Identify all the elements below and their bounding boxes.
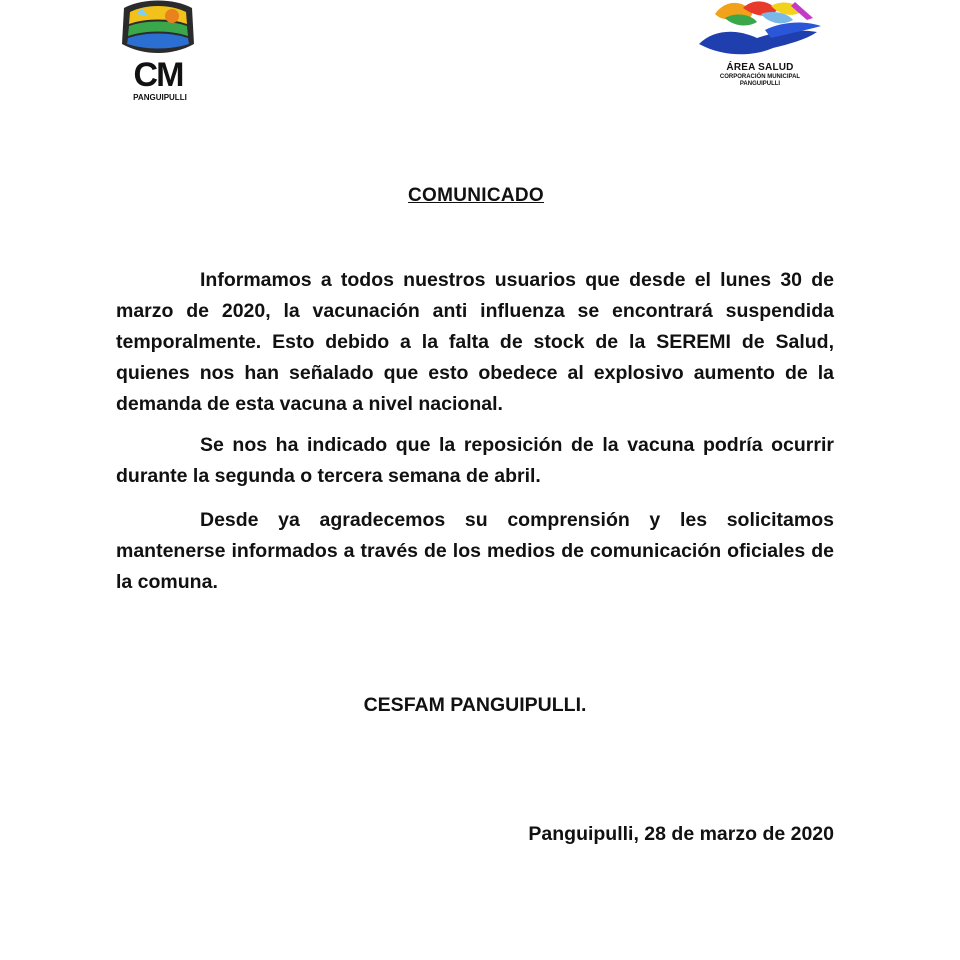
logo-subtitle-line-2: PANGUIPULLI (739, 81, 781, 87)
document-title: COMUNICADO (408, 185, 544, 206)
cm-panguipulli-logo (112, 0, 204, 104)
signature: CESFAM PANGUIPULLI. (363, 694, 587, 716)
logo-subtitle (695, 74, 825, 88)
hands-icon (695, 0, 825, 62)
paragraph-1: Informamos a todos nuestros usuarios que desde el lunes 30 de marzo de 2020, la vacunación anti influenza se encontrará suspendida temporalmente. Esto debido a la falta de stock de la SEREMI de Salud, quienes nos han señalado que esto obedece al explosivo aumento de la demanda de esta vacuna a nivel nacional. (116, 269, 834, 415)
logo-title: ÁREA SALUD (726, 62, 794, 73)
paragraph-2: Se nos ha indicado que la reposición de la vacuna podría ocurrir durante la segunda o tercera semana de abril. (116, 434, 834, 487)
paragraph-3: Desde ya agradecemos su comprensión y les solicitamos mantenerse informados a través de los medios de comunicación oficiales de la comuna. (116, 509, 834, 593)
svg-text:CM: CM (133, 56, 183, 94)
date-line: Panguipulli, 28 de marzo de 2020 (528, 823, 834, 845)
logo-subtitle-line-1: CORPORACIÓN MUNICIPAL (719, 74, 801, 80)
svg-text:PANGUIPULLI: PANGUIPULLI (133, 93, 187, 102)
area-salud-logo (695, 0, 825, 100)
cm-logo-icon (112, 0, 204, 104)
